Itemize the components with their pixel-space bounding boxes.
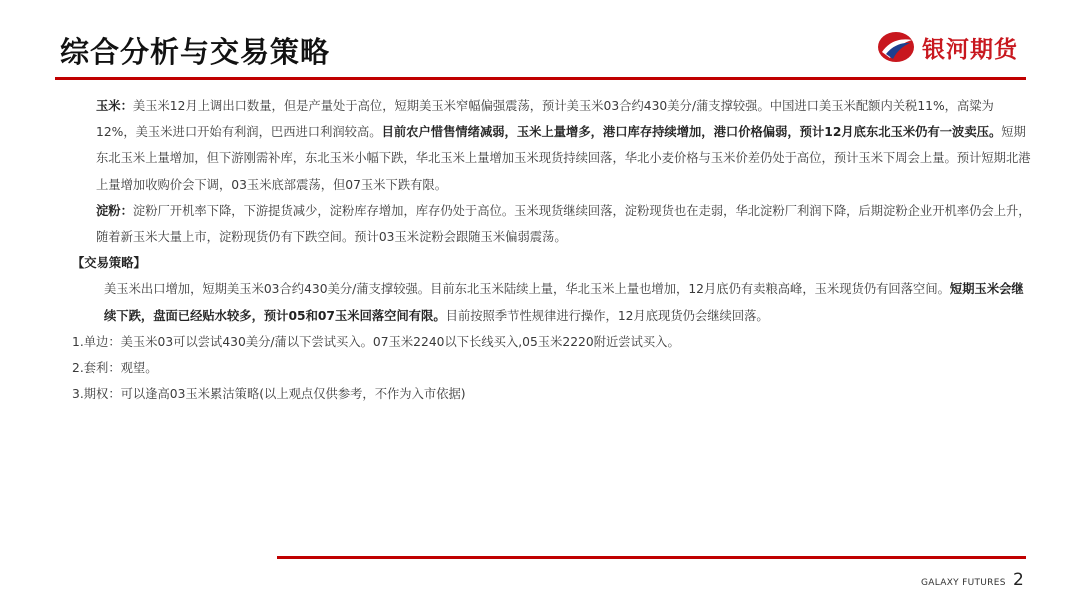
page-title: 综合分析与交易策略 bbox=[60, 35, 331, 69]
starch-text: 淀粉厂开机率下降，下游提货减少，淀粉库存增加，库存仍处于高位。玉米现货继续回落，淀粉现货也在走弱，华北淀粉厂利润下降，后期淀粉企业开机率仍会上升，随着新玉米大量上市，淀粉现货仍有下跌空间。预计03玉米淀粉会跟随玉米偏弱震荡。 bbox=[96, 203, 1031, 245]
page-number: 2 bbox=[1013, 570, 1024, 590]
strategy-paragraph bbox=[72, 276, 1032, 328]
corn-paragraph bbox=[72, 93, 1032, 198]
company-logo bbox=[876, 30, 1018, 64]
starch-label: 淀粉： bbox=[96, 203, 133, 218]
strategy-item-options: 3.期权：可以逢高03玉米累沽策略(以上观点仅供参考，不作为入市依据) bbox=[72, 387, 466, 402]
logo-text: 银河期货 bbox=[922, 36, 1018, 63]
footer-divider bbox=[277, 556, 1026, 559]
strategy-text-1: 美玉米出口增加，短期美玉米03合约430美分/蒲支撑较强。目前东北玉米陆续上量，华北玉米上量也增加，12月底仍有卖粮高峰，玉米现货仍有回落空间。 bbox=[104, 282, 950, 297]
strategy-item-arbitrage: 2.套利：观望。 bbox=[72, 361, 158, 376]
strategy-text-2: 目前按照季节性规律进行操作，12月底现货仍会继续回落。 bbox=[445, 308, 769, 323]
strategy-item-single: 1.单边：美玉米03可以尝试430美分/蒲以下尝试买入。07玉米2240以下长线买入,05玉米2220附近尝试买入。 bbox=[72, 334, 680, 349]
corn-label: 玉米： bbox=[96, 99, 133, 113]
starch-paragraph bbox=[72, 198, 1032, 250]
header-divider bbox=[55, 77, 1026, 80]
strategy-heading: 【交易策略】 bbox=[72, 256, 146, 271]
corn-text-2: 短期东北玉米上量增加，但下游刚需补库，东北玉米小幅下跌，华北玉米上量增加玉米现货持续回落，华北小麦价格与玉米价差仍处于高位，预计玉米下周会上量。预计短期北港上量增加收购价会下调，03玉米底部震荡，但07玉米下跌有限。 bbox=[96, 125, 1031, 192]
strategy-bold-text: 短期玉米会继续下跌，盘面已经贴水较多，预计05和07玉米回落空间有限。 bbox=[104, 282, 1024, 323]
analysis-body bbox=[72, 93, 1032, 407]
galaxy-logo-icon bbox=[876, 30, 916, 64]
footer-brand: GALAXY FUTURES bbox=[921, 578, 1006, 588]
corn-bold-text: 目前农户惜售情绪减弱，玉米上量增多，港口库存持续增加，港口价格偏弱，预计12月底东北玉米仍有一波卖压。 bbox=[381, 125, 1002, 140]
corn-text-1: 美玉米12月上调出口数量，但是产量处于高位，短期美玉米窄幅偏强震荡，预计美玉米03合约430美分/蒲支撑较强。中国进口美玉米配额内关税11%，高粱为12%，美玉米进口开始有利润，巴西进口利润较高。 bbox=[96, 99, 994, 140]
